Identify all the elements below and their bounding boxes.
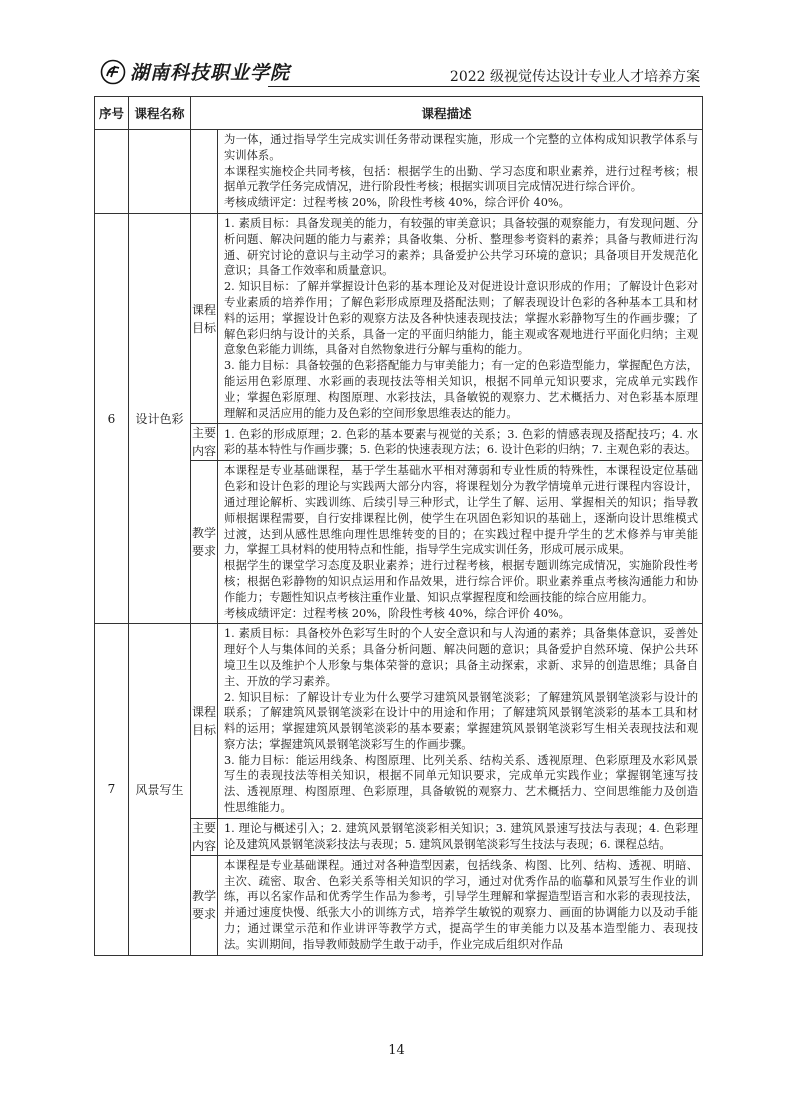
cell-name <box>129 130 191 214</box>
content-desc: 1. 色彩的形成原理；2. 色彩的基本要素与视觉的关系；3. 色彩的情感表现及搭配技巧；4. 水彩的基本特性与作画步骤；5. 色彩的快速表现方法；6. 设计色彩的归纳；7. 主观色彩的表达。 <box>218 424 703 461</box>
goal-desc: 1. 素质目标：具备校外色彩写生时的个人安全意识和与人沟通的素养；具备集体意识，妥善处理好个人与集体间的关系；具备分析问题、解决问题的意识；具备爱护自然环境、保护公共环境卫生以及维护个人形象与集体荣誉的意识；具备主动探索，求新、求异的创造思维；具备自主、开放的学习素养。 2. 知识目标：了解设计专业为什么要学习建筑风景钢笔淡彩；了解建筑风景钢笔淡彩与设计的联系；了解建筑风景钢笔淡彩在设计中的用途和作用；了解建筑风景钢笔淡彩的基本工具和材料的运用；掌握建筑风景钢笔淡彩的基本要素；掌握建筑风景钢笔淡彩写生相关表现技法和观察方法；掌握建筑风景钢笔淡彩写生的作画步骤。 3. 能力目标：能运用线条、构图原理、比列关系、结构关系、透视原理、色彩原理及水彩风景写生的表现技法等相关知识，根据不同单元知识要求，完成单元实践作业；掌握钢笔速写技法、透视原理、构图原理、色彩原理，具备敏锐的观察力、艺术概括力、空间思维能力及创造性思维能力。 <box>218 624 703 819</box>
school-name: 湖南科技职业学院 <box>130 62 291 84</box>
document-title: 2022 级视觉传达设计专业人才培养方案 <box>449 69 700 85</box>
cell-sub <box>191 130 218 214</box>
course-number: 7 <box>95 624 129 955</box>
table-row <box>95 130 703 214</box>
req-desc: 本课程是专业基础课程。通过对各种造型因素，包括线条、构图、比列、结构、透视、明暗、主次、疏密、取舍、色彩关系等相关知识的学习，通过对优秀作品的临摹和风景写生作业的训练，再以名家作品和优秀学生作品为参考，引导学生理解和掌握造型语言和水彩的表现技法，并通过速度快慢、纸张大小的训练方式，培养学生敏锐的观察力、画面的协调能力以及动手能力；通过课堂示范和作业讲评等教学方式，提高学生的审美能力以及基本造型能力、表现技法。实训期间，指导教师鼓励学生敢于动手，作业完成后组织对作品 <box>218 855 703 955</box>
cell-no <box>95 130 129 214</box>
header-desc: 课程描述 <box>191 97 703 130</box>
table-header-row <box>95 97 703 130</box>
content-label: 主要内容 <box>191 818 218 855</box>
course-number: 6 <box>95 213 129 623</box>
goal-label: 课程目标 <box>191 624 218 819</box>
goal-desc: 1. 素质目标：具备发现美的能力，有较强的审美意识；具备较强的观察能力，有发现问题、分析问题、解决问题的能力与素养；具备收集、分析、整理参考资料的素养；具备与教师进行沟通、研究讨论的意识与主动学习的素养；具备爱护公共学习环境的意识；具备项目开发规范化意识；具备工作效率和质量意识。 2. 知识目标：了解并掌握设计色彩的基本理论及对促进设计意识形成的作用；了解设计色彩对专业素质的培养作用；了解色彩形成原理及搭配法则；了解表现设计色彩的各种基本工具和材料的运用；掌握设计色彩的观察方法及各种快速表现技法；掌握水彩静物写生的作画步骤；了解色彩归纳与设计的关系，具备一定的平面归纳能力，能主观或客观地进行平面化归纳；主观意象色彩能力训练，具备对自然物象进行分解与重构的能力。 3. 能力目标：具备较强的色彩搭配能力与审美能力；有一定的色彩造型能力，掌握配色方法，能运用色彩原理、水彩画的表现技法等相关知识，根据不同单元知识要求，完成单元实践作业；掌握色彩原理、构图原理、水彩技法，具备敏锐的观察力、艺术概括力、对色彩基本原理理解和灵活应用的能力及色彩的空间形象思维表达的能力。 <box>218 213 703 423</box>
req-label: 教学要求 <box>191 461 218 624</box>
req-desc: 本课程是专业基础课程，基于学生基础水平相对薄弱和专业性质的特殊性，本课程设定位基础色彩和设计色彩的理论与实践两大部分内容，将课程划分为教学情境单元进行课程内容设计，通过理论解析、实践训练、后续引导三种形式，让学生了解、运用、掌握相关的知识；指导教师根据课程需要，自行安排课程比例，使学生在巩固色彩知识的基础上，逐渐向设计思维模式过渡，达到从感性思维向理性思维转变的目的；在实践过程中提升学生的艺术修养与审美能力，掌握工具材料的使用特点和性能，指导学生完成实训任务，形成可展示成果。 根据学生的课堂学习态度及职业素养；进行过程考核，根据专题训练完成情况，实施阶段性考核；根据色彩静物的知识点运用和作品效果，进行综合评价。职业素养重点考核沟通能力和协作能力；专题性知识点考核注重作业量、知识点掌握程度和绘画技能的综合应用能力。 考核成绩评定：过程考核 20%，阶段性考核 40%，综合评价 40%。 <box>218 461 703 624</box>
req-label: 教学要求 <box>191 855 218 955</box>
course-name: 设计色彩 <box>129 213 191 623</box>
table-row <box>95 213 703 423</box>
page-header <box>100 58 700 88</box>
school-emblem-icon <box>100 59 126 85</box>
content-desc: 1. 理论与概述引入；2. 建筑风景钢笔淡彩相关知识；3. 建筑风景速写技法与表现；4. 色彩理论及建筑风景钢笔淡彩技法与表现；5. 建筑风景钢笔淡彩写生技法与表现；6. 课程总结。 <box>218 818 703 855</box>
continuation-desc: 为一体，通过指导学生完成实训任务带动课程实施，形成一个完整的立体构成知识教学体系与实训体系。 本课程实施校企共同考核，包括：根据学生的出勤、学习态度和职业素养，进行过程考核；根据单元教学任务完成情况，进行阶段性考核；根据实训项目完成情况进行综合评价。 考核成绩评定：过程考核 20%，阶段性考核 40%，综合评价 40%。 <box>218 130 703 214</box>
table-row <box>95 624 703 819</box>
school-logo <box>100 58 290 85</box>
header-name: 课程名称 <box>129 97 191 130</box>
page-number: 14 <box>388 1043 405 1058</box>
goal-label: 课程目标 <box>191 213 218 423</box>
header-no: 序号 <box>95 97 129 130</box>
header-rule <box>268 86 700 87</box>
course-table <box>94 96 703 956</box>
course-name: 风景写生 <box>129 624 191 955</box>
content-label: 主要内容 <box>191 424 218 461</box>
